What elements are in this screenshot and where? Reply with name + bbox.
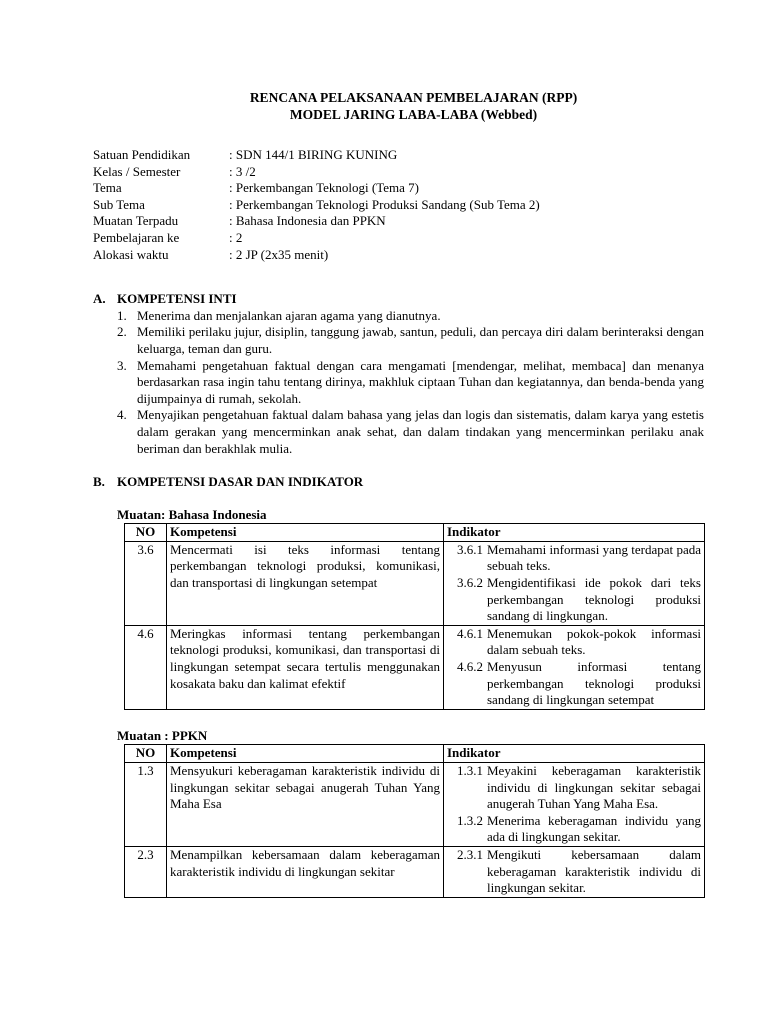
table-bahasa-indonesia [124,523,705,710]
meta-label: Muatan Terpadu [93,213,179,229]
indikator-item [447,626,701,659]
item-text: Menyajikan pengetahuan faktual dalam bahasa yang jelas dan logis dan sistematis, dalam karya yang estetis dalam gerakan yang mencerminkan anak sehat, dan dalam tindakan yang mencerminkan perilaku anak beriman dan berakhlak mulia. [137,407,704,456]
indikator-text: Menemukan pokok-pokok informasi dalam sebuah teks. [487,625,701,658]
cell-kompetensi: Menampilkan kebersamaan dalam keberagaman karakteristik individu di lingkungan sekitar [167,846,444,897]
header-no: NO [125,524,167,542]
cell-no: 2.3 [125,846,167,897]
table-row [125,846,705,897]
kompetensi-inti-list [117,308,704,457]
muatan-ppkn-label: Muatan : PPKN [117,727,208,743]
meta-row [93,197,704,214]
identity-block [93,147,704,263]
meta-row [93,230,704,247]
header-indikator: Indikator [444,524,705,542]
indikator-text: Mengidentifikasi ide pokok dari teks perkembangan teknologi produksi sandang di lingkungan. [487,575,701,624]
header-indikator: Indikator [444,745,705,763]
table-header-row [125,524,705,542]
meta-label: Kelas / Semester [93,163,181,179]
cell-indikator [444,625,705,709]
indikator-code: 3.6.2 [457,575,483,591]
section-b-heading [93,474,704,491]
cell-indikator [444,763,705,847]
section-title: KOMPETENSI INTI [117,291,237,307]
indikator-text: Menerima keberagaman individu yang ada di lingkungan sekitar. [487,812,701,845]
table-row [125,541,705,625]
item-text: Menerima dan menjalankan ajaran agama yang dianutnya. [137,307,441,323]
indikator-item [447,659,701,709]
indikator-item [447,847,701,897]
indikator-item [447,575,701,625]
indikator-code: 4.6.1 [457,625,483,641]
list-item [117,407,704,457]
meta-label: Alokasi waktu [93,246,169,262]
cell-no: 3.6 [125,541,167,625]
cell-kompetensi: Meringkas informasi tentang perkembangan teknologi produksi, komunikasi, dan transportasi di lingkungan setempat secara tertulis menggunakan kosakata baku dan kalimat efektif [167,625,444,709]
meta-row [93,164,704,181]
table-row [125,625,705,709]
header-kompetensi: Kompetensi [167,524,444,542]
indikator-text: Menyusun informasi tentang perkembangan teknologi produksi sandang di lingkungan setempat [487,659,701,708]
meta-row [93,213,704,230]
list-item [117,358,704,408]
meta-value: : SDN 144/1 BIRING KUNING [229,147,398,162]
table-header-row [125,745,705,763]
header-no: NO [125,745,167,763]
cell-no: 4.6 [125,625,167,709]
indikator-code: 2.3.1 [457,846,483,862]
section-a-heading [93,291,704,308]
table-row [125,763,705,847]
indikator-text: Mengikuti kebersamaan dalam keberagaman karakteristik individu di lingkungan sekitar. [487,846,701,896]
meta-value: : Bahasa Indonesia dan PPKN [229,213,386,229]
meta-row [93,247,704,264]
cell-no: 1.3 [125,763,167,847]
cell-indikator [444,541,705,625]
meta-value: : 2 [229,229,243,245]
item-text: Memahami pengetahuan faktual dengan cara mengamati [mendengar, melihat, membaca] dan menanya berdasarkan rasa ingin tahu tentang dirinya, makhluk ciptaan Tuhan dan kegiatannya, dan benda-benda yang dijumpainya di rumah, sekolah. [137,357,704,406]
item-number: 4. [117,407,127,423]
cell-kompetensi: Mensyukuri keberagaman karakteristik individu di lingkungan sekitar sebagai anugerah Tuhan Yang Maha Esa [167,763,444,847]
list-item [117,324,704,357]
item-number: 2. [117,324,127,340]
indikator-code: 1.3.1 [457,763,483,778]
header-kompetensi: Kompetensi [167,745,444,763]
cell-kompetensi: Mencermati isi teks informasi tentang perkembangan teknologi produksi, komunikasi, dan transportasi di lingkungan setempat [167,541,444,625]
document-title [123,89,704,123]
indikator-code: 1.3.2 [457,812,483,828]
table-ppkn [124,744,705,897]
meta-value: : Perkembangan Teknologi (Tema 7) [229,180,419,196]
section-letter: B. [93,474,105,490]
meta-label: Tema [93,180,122,196]
meta-value: : 3 /2 [229,163,256,179]
meta-row [93,180,704,197]
meta-label: Pembelajaran ke [93,229,180,245]
meta-row [93,147,704,164]
indikator-item [447,763,701,813]
section-title: KOMPETENSI DASAR DAN INDIKATOR [117,474,364,490]
meta-label: Satuan Pendidikan [93,147,191,162]
muatan-bahasa-indonesia-label: Muatan: Bahasa Indonesia [117,506,267,522]
indikator-code: 4.6.2 [457,659,483,675]
item-number: 3. [117,357,127,373]
cell-indikator [444,846,705,897]
indikator-text: Memahami informasi yang terdapat pada sebuah teks. [487,541,701,574]
indikator-code: 3.6.1 [457,541,483,557]
meta-label: Sub Tema [93,196,145,212]
indikator-item [447,813,701,846]
item-number: 1. [117,307,127,323]
section-letter: A. [93,291,106,307]
indikator-item [447,542,701,575]
list-item [117,308,704,325]
item-text: Memiliki perilaku jujur, disiplin, tanggung jawab, santun, peduli, dan percaya diri dalam berinteraksi dengan keluarga, teman dan guru. [137,324,704,356]
title-line-1: RENCANA PELAKSANAAN PEMBELAJARAN (RPP) [249,90,578,105]
indikator-text: Meyakini keberagaman karakteristik individu di lingkungan sekitar sebagai anugerah Tuhan Yang Maha Esa. [487,763,701,812]
meta-value: : Perkembangan Teknologi Produksi Sandang (Sub Tema 2) [229,196,540,212]
title-line-2: MODEL JARING LABA-LABA (Webbed) [289,107,538,122]
meta-value: : 2 JP (2x35 menit) [229,246,329,262]
